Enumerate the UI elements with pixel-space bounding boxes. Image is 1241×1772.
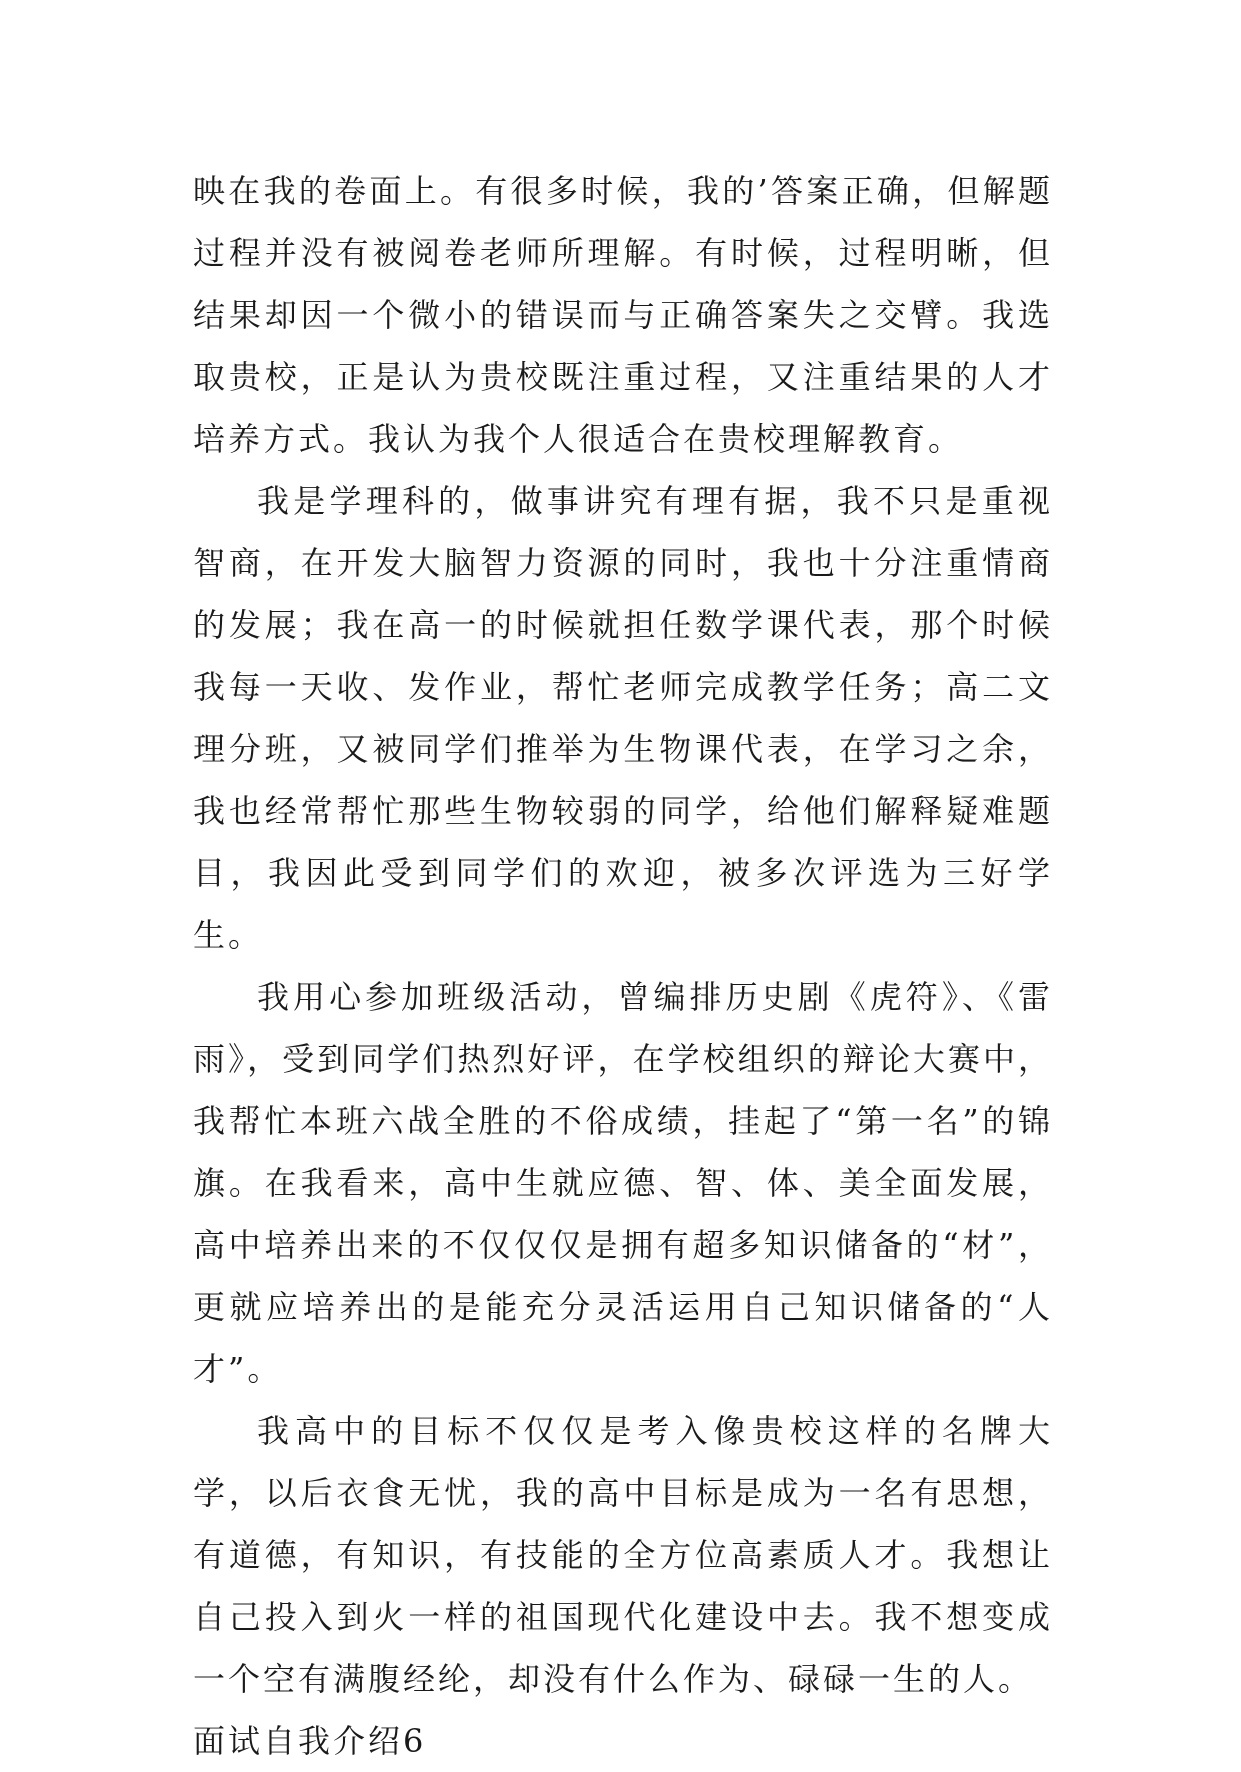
document-body [193,160,1053,1772]
paragraph-class-activities: 我用心参加班级活动，曾编排历史剧《虎符》、《雷雨》，受到同学们热烈好评，在学校组织的辩论大赛中，我帮忙本班六战全胜的不俗成绩，挂起了“第一名”的锦旗。在我看来，高中生就应德、智、体、美全面发展，高中培养出来的不仅仅仅是拥有超多知识储备的“材”，更就应培养出的是能充分灵活运用自己知识储备的“人才”。 [193,978,1053,1388]
paragraph-science-student: 我是学理科的，做事讲究有理有据，我不只是重视智商，在开发大脑智力资源的同时，我也十分注重情商的发展；我在高一的时候就担任数学课代表，那个时候我每一天收、发作业，帮忙老师完成教学任务；高二文理分班，又被同学们推举为生物课代表，在学习之余，我也经常帮忙那些生物较弱的同学，给他们解释疑难题目，我因此受到同学们的欢迎，被多次评选为三好学生。 [193,482,1053,954]
paragraph-continued: 映在我的卷面上。有很多时候，我的’答案正确，但解题过程并没有被阅卷老师所理解。有时候，过程明晰，但结果却因一个微小的错误而与正确答案失之交臂。我选取贵校，正是认为贵校既注重过程，又注重结果的人才培养方式。我认为我个人很适合在贵校理解教育。 [193,172,1053,458]
paragraph-goals: 我高中的目标不仅仅是考入像贵校这样的名牌大学，以后衣食无忧，我的高中目标是成为一名有思想，有道德，有知识，有技能的全方位高素质人才。我想让自己投入到火一样的祖国现代化建设中去。我不想变成一个空有满腹经纶，却没有什么作为、碌碌一生的人。 [193,1412,1053,1698]
section-heading: 面试自我介绍6 [193,1722,427,1760]
